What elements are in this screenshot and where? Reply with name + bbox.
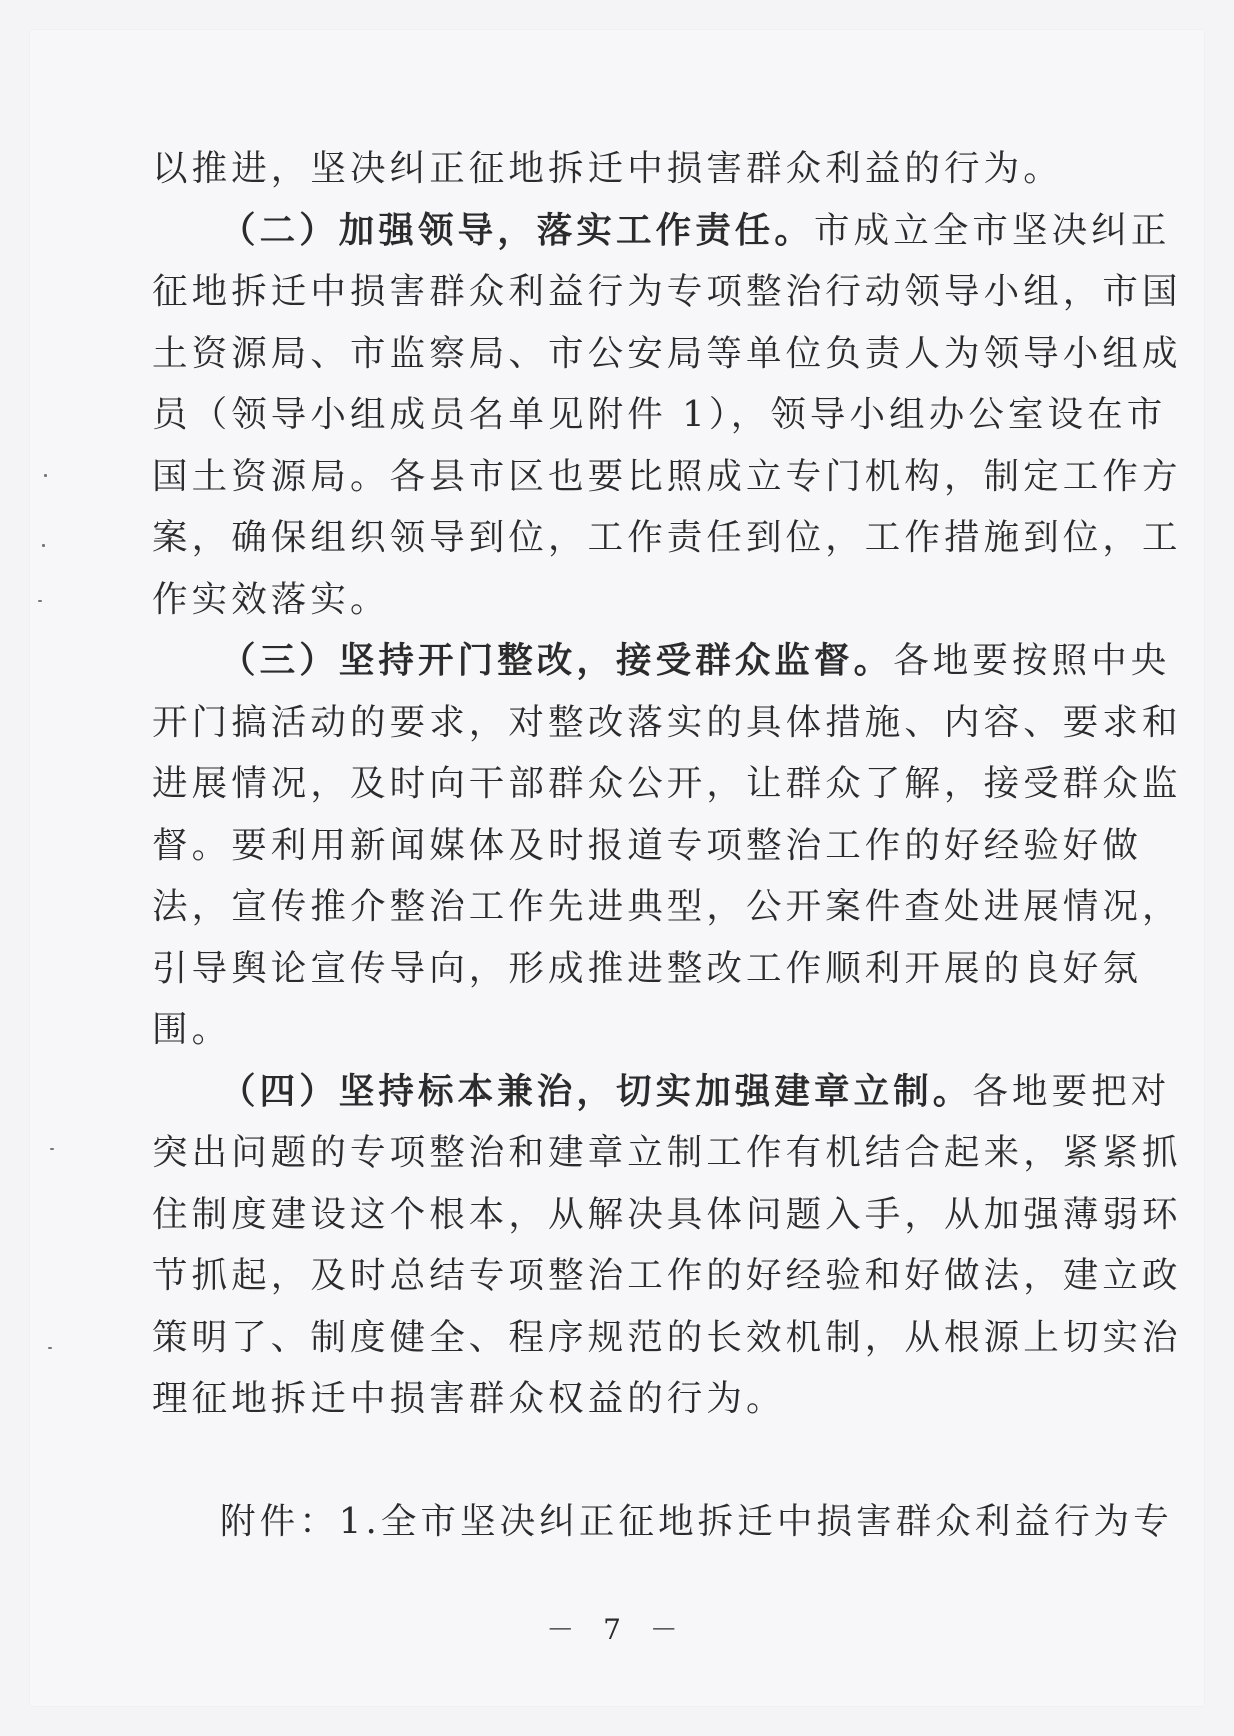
scan-speck	[38, 600, 42, 602]
text-line	[152, 384, 1167, 446]
scan-speck	[48, 1347, 52, 1349]
line-text: 作实效落实。	[152, 578, 390, 620]
text-line	[152, 138, 1063, 200]
line-text: 征地拆迁中损害群众利益行为专项整治行动领导小组，市国	[152, 271, 1182, 312]
text-line	[152, 1491, 1173, 1553]
scan-speck	[50, 1148, 54, 1150]
line-text: 节抓起，及时总结专项整治工作的好经验和好做法，建立政	[152, 1255, 1182, 1296]
line-text: 土资源局、市监察局、市公安局等单位负责人为领导小组成	[152, 332, 1182, 374]
scan-speck	[44, 474, 47, 477]
text-line	[152, 630, 1171, 692]
text-line	[152, 507, 1182, 569]
line-text: 围。	[152, 1009, 232, 1050]
section-heading: （四）坚持标本兼治，切实加强建章立制。	[220, 1070, 973, 1112]
line-text: 各地要按照中央	[893, 640, 1171, 681]
text-line	[152, 1307, 1182, 1369]
text-line	[152, 815, 1143, 877]
line-text: 进展情况，及时向干部群众公开，让群众了解，接受群众监	[152, 763, 1182, 804]
text-line	[152, 1368, 1032, 1430]
text-line	[152, 753, 1182, 815]
line-text: 突出问题的专项整治和建章立制工作有机结合起来，紧紧抓	[152, 1132, 1182, 1173]
line-text: 各地要把对	[972, 1070, 1171, 1112]
section-heading: （三）坚持开门整改，接受群众监督。	[220, 640, 894, 681]
text-line	[152, 323, 1182, 385]
line-text: 法，宣传推介整治工作先进典型，公开案件查处进展情况，	[152, 886, 1182, 927]
line-text: 住制度建设这个根本，从解决具体问题入手，从加强薄弱环	[152, 1193, 1182, 1235]
text-line	[152, 938, 1143, 1000]
text-line	[152, 200, 1171, 262]
line-text: 策明了、制度健全、程序规范的长效机制，从根源上切实治	[152, 1316, 1182, 1358]
text-line	[152, 1245, 1182, 1307]
line-text: 案，确保组织领导到位，工作责任到位，工作措施到位，工	[152, 517, 1182, 558]
scan-speck	[42, 544, 45, 547]
text-line	[152, 261, 1182, 323]
text-line	[152, 876, 1182, 938]
text-line	[152, 692, 1182, 754]
line-text: 市成立全市坚决纠正	[814, 209, 1171, 251]
body-text	[152, 138, 1182, 1553]
section-heading: （二）加强领导，落实工作责任。	[220, 209, 815, 251]
text-line	[152, 569, 1032, 631]
line-text: 国土资源局。各县市区也要比照成立专门机构，制定工作方	[152, 455, 1182, 497]
line-text: 理征地拆迁中损害群众权益的行为。	[152, 1378, 786, 1419]
line-text: 督。要利用新闻媒体及时报道专项整治工作的好经验好做	[152, 824, 1143, 866]
text-line	[152, 1184, 1182, 1246]
line-text: 以推进，坚决纠正征地拆迁中损害群众利益的行为。	[152, 148, 1063, 189]
line-text: 员（领导小组成员名单见附件 1），领导小组办公室设在市	[152, 394, 1167, 435]
text-line	[152, 1122, 1182, 1184]
paragraph-gap	[152, 1430, 1032, 1492]
line-text: 附件：1.全市坚决纠正征地拆迁中损害群众利益行为专	[220, 1501, 1173, 1542]
line-text: 引导舆论宣传导向，形成推进整改工作顺利开展的良好氛	[152, 947, 1143, 989]
line-text: 开门搞活动的要求，对整改落实的具体措施、内容、要求和	[152, 701, 1182, 743]
page-number: － 7 －	[546, 1613, 688, 1646]
text-line	[152, 446, 1182, 508]
text-line	[152, 1061, 1171, 1123]
text-line	[152, 999, 1032, 1061]
